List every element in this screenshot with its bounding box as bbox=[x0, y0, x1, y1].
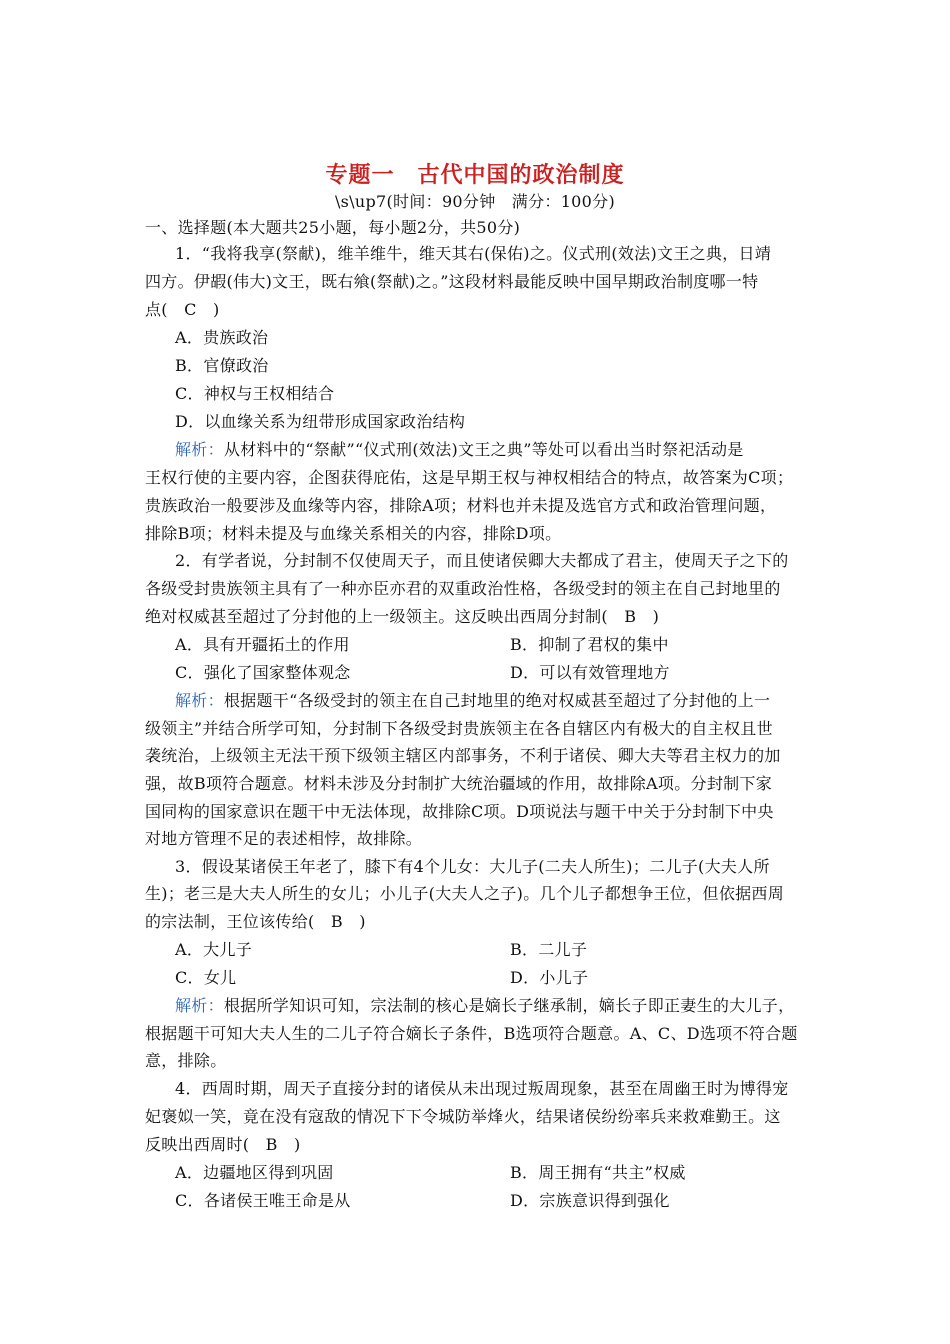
q1-option-d: D．以血缘关系为纽带形成国家政治结构 bbox=[175, 412, 466, 431]
q4-option-a: A．边疆地区得到巩固 bbox=[175, 1163, 334, 1182]
q3-analysis-line: 根据题干可知大夫人生的二儿子符合嫡长子条件，B选项符合题意。A、C、D选项不符合题 bbox=[145, 1024, 798, 1043]
q2-analysis-line: 强，故B项符合题意。材料未涉及分封制扩大统治疆域的作用，故排除A项。分封制下家 bbox=[145, 774, 773, 793]
page-title: 专题一 古代中国的政治制度 bbox=[325, 163, 625, 188]
q4-option-b: B．周王拥有“共主”权威 bbox=[510, 1163, 686, 1182]
q1-option-c: C．神权与王权相结合 bbox=[175, 384, 335, 403]
q1-analysis-line: 排除B项；材料未提及与血缘关系相关的内容，排除D项。 bbox=[145, 524, 562, 543]
q1-analysis-first-line bbox=[175, 440, 744, 460]
q3-analysis-text: 根据所学知识可知，宗法制的核心是嫡长子继承制，嫡长子即正妻生的大儿子， bbox=[223, 996, 795, 1015]
q1-stem-line: 点( C ) bbox=[145, 300, 220, 319]
q1-analysis-line: 王权行使的主要内容，企图获得庇佑，这是早期王权与神权相结合的特点，故答案为C项； bbox=[145, 468, 794, 487]
q1-stem-line: 四方。伊嘏(伟大)文王，既右飨(祭献)之。”这段材料最能反映中国早期政治制度哪一特 bbox=[145, 272, 759, 291]
q3-analysis-first-line bbox=[175, 996, 794, 1016]
q1-option-a: A．贵族政治 bbox=[175, 328, 269, 347]
q2-analysis-line: 国同构的国家意识在题干中无法体现，故排除C项。D项说法与题干中关于分封制下中央 bbox=[145, 802, 774, 821]
q4-option-d: D．宗族意识得到强化 bbox=[510, 1191, 670, 1210]
q3-option-a: A．大儿子 bbox=[175, 940, 253, 959]
q1-option-b: B．官僚政治 bbox=[175, 356, 269, 375]
q2-analysis-line: 袭统治，上级领主无法干预下级领主辖区内部事务，不利于诸侯、卿大夫等君主权力的加 bbox=[145, 746, 781, 765]
analysis-label: 解析： bbox=[175, 440, 224, 459]
q2-stem-line: 各级受封贵族领主具有了一种亦臣亦君的双重政治性格，各级受封的领主在自己封地里的 bbox=[145, 579, 781, 598]
q2-stem-line: 2．有学者说，分封制不仅使周天子，而且使诸侯卿大夫都成了君主，使周天子之下的 bbox=[175, 551, 789, 570]
q1-analysis-text: 从材料中的“祭献”“仪式刑(效法)文王之典”等处可以看出当时祭祀活动是 bbox=[223, 440, 744, 459]
q2-analysis-first-line bbox=[175, 691, 770, 711]
q3-stem-line: 生)；老三是大夫人所生的女儿；小儿子(大夫人之子)。几个儿子都想争王位，但依据西周 bbox=[145, 884, 785, 903]
q2-option-a: A．具有开疆拓土的作用 bbox=[175, 635, 350, 654]
q3-stem-line: 的宗法制，王位该传给( B ) bbox=[145, 912, 366, 931]
q2-option-d: D．可以有效管理地方 bbox=[510, 663, 670, 682]
q3-stem-line: 3．假设某诸侯王年老了，膝下有4个儿女：大儿子(二夫人所生)；二儿子(大夫人所 bbox=[175, 857, 770, 876]
q2-analysis-line: 对地方管理不足的表述相悖，故排除。 bbox=[145, 829, 423, 848]
analysis-label: 解析： bbox=[175, 691, 224, 710]
analysis-label: 解析： bbox=[175, 996, 224, 1015]
q4-stem-line: 反映出西周时( B ) bbox=[145, 1135, 301, 1154]
q2-option-b: B．抑制了君权的集中 bbox=[510, 635, 669, 654]
q2-analysis-text: 根据题干“各级受封的领主在自己封地里的绝对权威甚至超过了分封他的上一 bbox=[223, 691, 771, 710]
q4-stem-line: 4．西周时期，周天子直接分封的诸侯从未出现过叛周现象，甚至在周幽王时为博得宠 bbox=[175, 1079, 789, 1098]
q3-analysis-line: 意，排除。 bbox=[145, 1051, 227, 1070]
q3-option-d: D．小儿子 bbox=[510, 968, 589, 987]
section-header: 一、选择题(本大题共25小题，每小题2分，共50分) bbox=[145, 218, 521, 237]
q2-option-c: C．强化了国家整体观念 bbox=[175, 663, 351, 682]
q1-analysis-line: 贵族政治一般要涉及血缘等内容，排除A项；材料也并未提及选官方式和政治管理问题， bbox=[145, 496, 777, 515]
q3-option-b: B．二儿子 bbox=[510, 940, 588, 959]
q1-stem-line: 1．“我将我享(祭献)，维羊维牛，维天其右(保佑)之。仪式刑(效法)文王之典，日靖 bbox=[175, 244, 772, 263]
q2-analysis-line: 级领主”并结合所学可知，分封制下各级受封贵族领主在各自辖区内有极大的自主权且世 bbox=[145, 719, 773, 738]
q2-stem-line: 绝对权威甚至超过了分封他的上一级领主。这反映出西周分封制( B ) bbox=[145, 607, 660, 626]
q4-stem-line: 妃褒姒一笑，竟在没有寇敌的情况下下令城防举烽火，结果诸侯纷纷率兵来救难勤王。这 bbox=[145, 1107, 781, 1126]
q3-option-c: C．女儿 bbox=[175, 968, 237, 987]
subtitle: \s\up7(时间：90分钟 满分：100分) bbox=[334, 192, 615, 211]
q4-option-c: C．各诸侯王唯王命是从 bbox=[175, 1191, 351, 1210]
